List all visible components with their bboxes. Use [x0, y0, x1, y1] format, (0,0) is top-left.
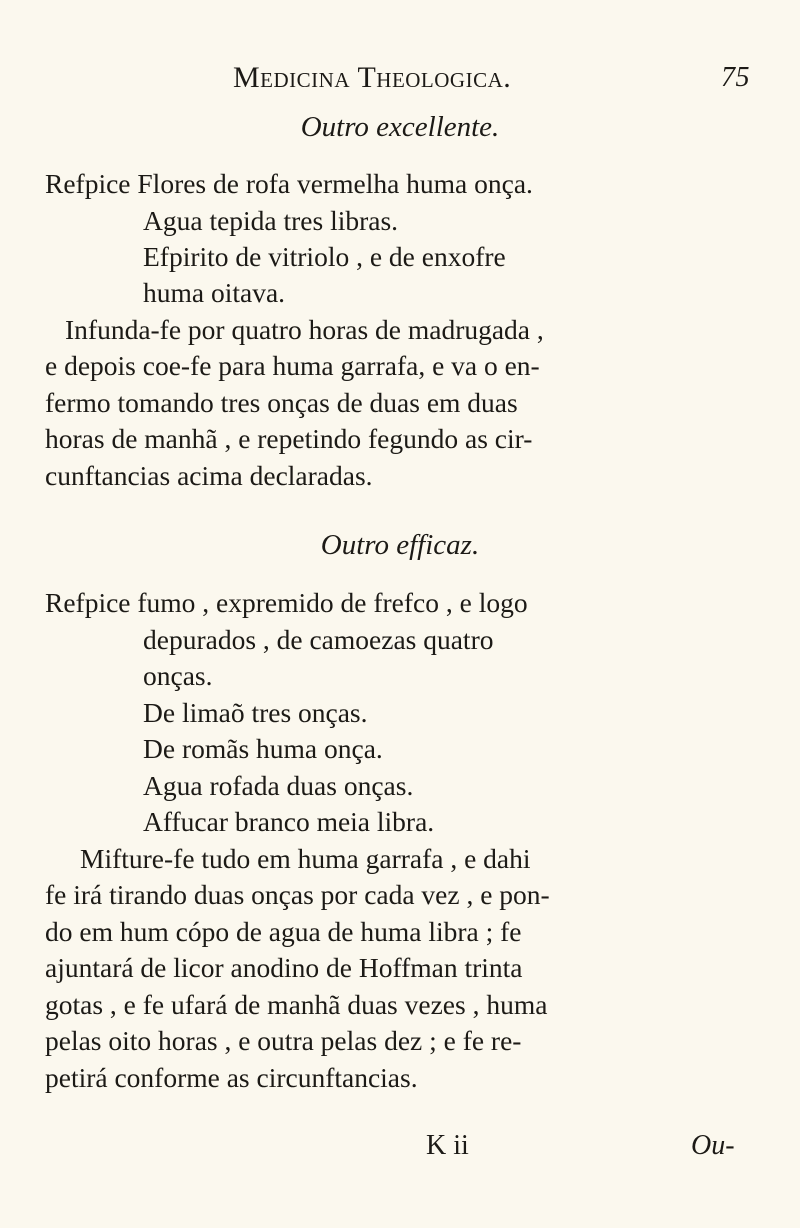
running-head	[233, 60, 753, 96]
text-line: depurados , de camoezas quatro	[143, 624, 494, 655]
text-line: horas de manhã , e repetindo fegundo as cir-	[45, 423, 533, 454]
text-line: do em hum cópo de agua de huma libra ; fe	[45, 916, 522, 947]
text-line: onças.	[143, 660, 213, 691]
catchword: Ou-	[691, 1130, 735, 1161]
text-line: petirá conforme as circunftancias.	[45, 1062, 418, 1093]
text-line: Efpirito de vitriolo , e de enxofre	[143, 241, 506, 272]
text-line: Mifture-fe tudo em huma garrafa , e dahi	[80, 843, 531, 874]
recipe2-heading: Outro efficaz.	[320, 529, 480, 561]
text-line: pelas oito horas , e outra pelas dez ; e fe re-	[45, 1025, 522, 1056]
text-line: De romãs huma onça.	[143, 733, 383, 764]
text-line: gotas , e fe ufará de manhã duas vezes , huma	[45, 989, 548, 1020]
text-line: Affucar branco meia libra.	[143, 806, 435, 837]
recipe1-heading: Outro excellente.	[300, 111, 500, 143]
text-line: huma oitava.	[143, 277, 286, 308]
text-line: Infunda-fe por quatro horas de madrugada ,	[65, 314, 544, 345]
running-title: Medicina Theologica.	[233, 61, 512, 94]
text-line: De limaõ tres onças.	[143, 697, 368, 728]
signature-mark: K ii	[426, 1130, 469, 1161]
text-line: fe irá tirando duas onças por cada vez , e pon-	[45, 879, 550, 910]
text-line: fermo tomando tres onças de duas em duas	[45, 387, 518, 418]
text-line: Agua tepida tres libras.	[143, 205, 399, 236]
text-line: cunftancias acima declaradas.	[45, 460, 373, 491]
text-line: Agua rofada duas onças.	[143, 770, 414, 801]
text-line: ajuntará de licor anodino de Hoffman trinta	[45, 952, 523, 983]
text-line: Refpice fumo , expremido de frefco , e logo	[45, 587, 528, 618]
text-line: Refpice Flores de rofa vermelha huma onça.	[45, 168, 533, 199]
page-number: 75	[721, 62, 750, 93]
text-line: e depois coe-fe para huma garrafa, e va o en-	[45, 350, 540, 381]
